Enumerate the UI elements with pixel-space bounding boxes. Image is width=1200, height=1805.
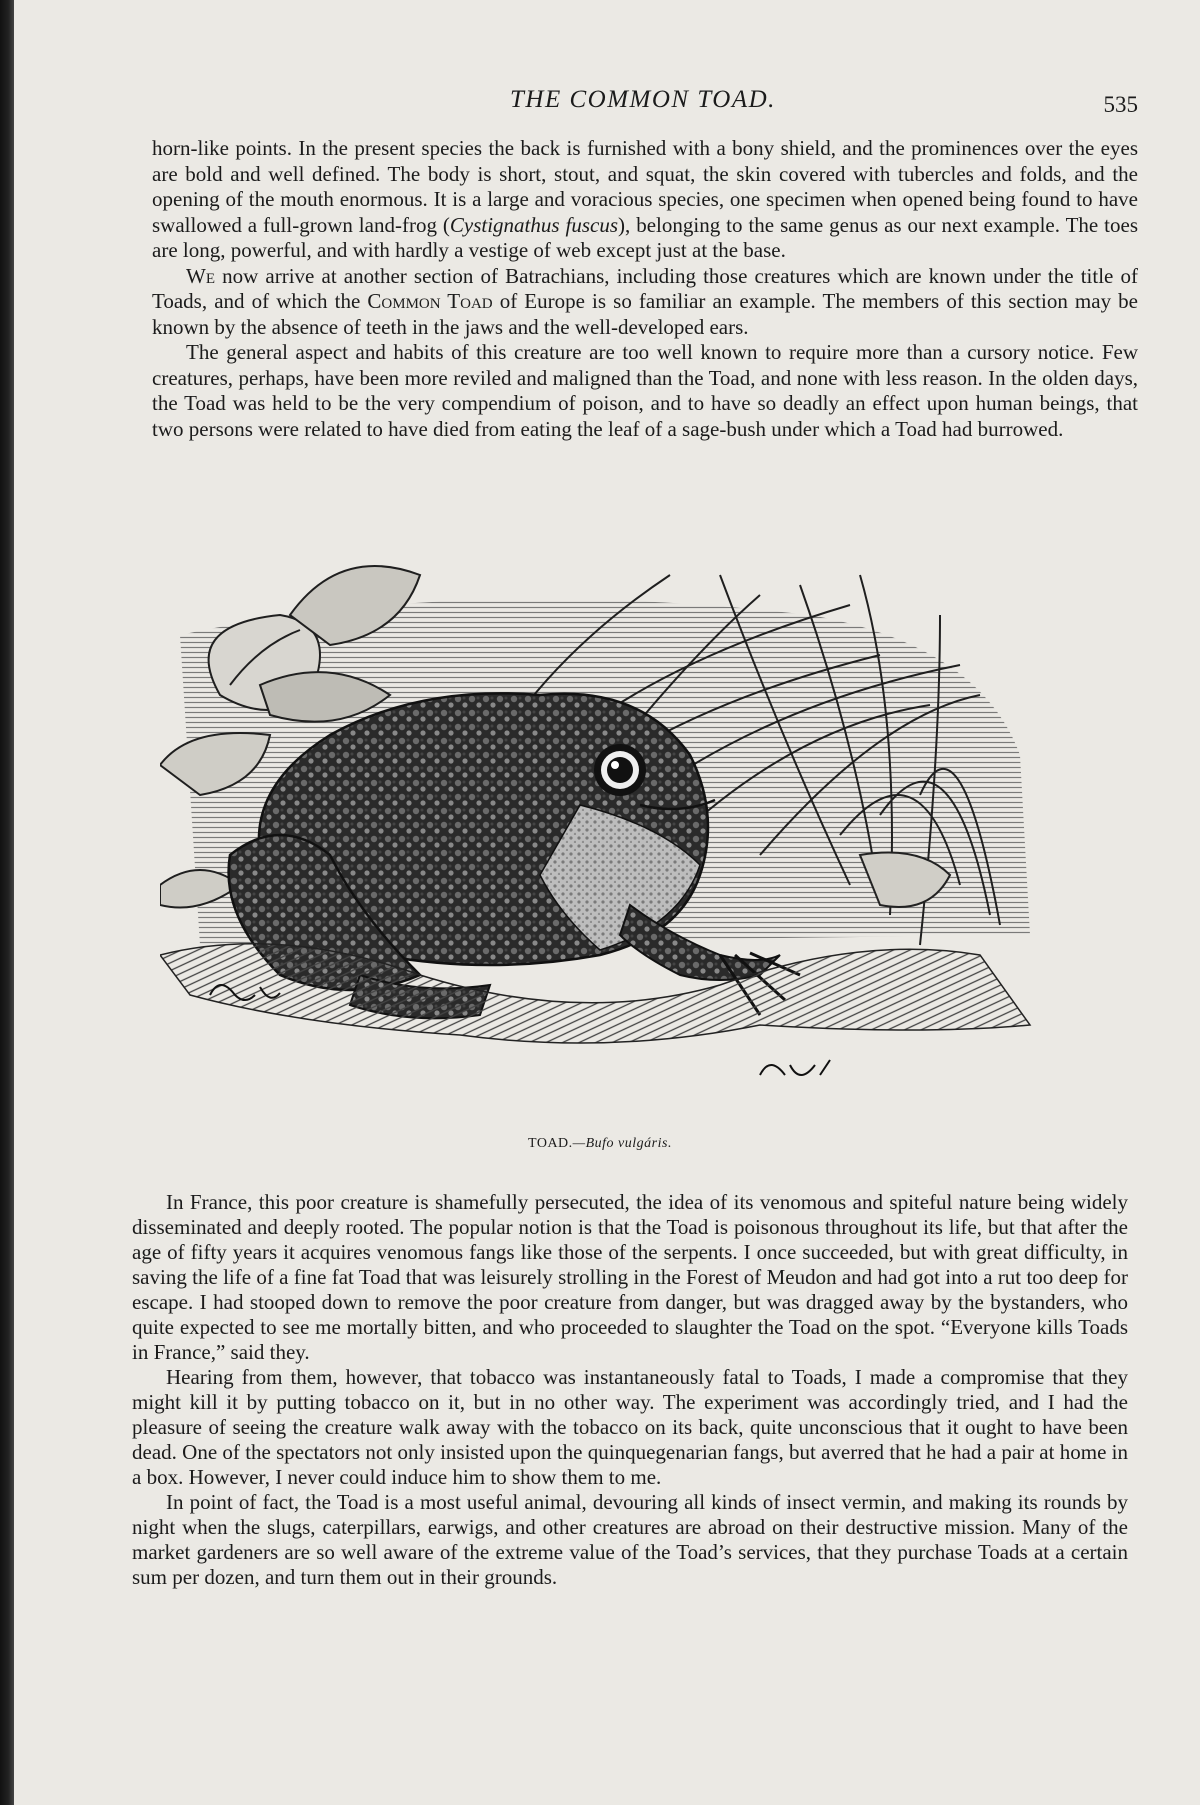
page-number: 535	[1103, 92, 1138, 117]
paragraph	[152, 340, 1138, 442]
paragraph	[152, 136, 1138, 264]
paragraph	[152, 264, 1138, 341]
bottom-text-block	[132, 1190, 1128, 1590]
small-caps-text: We	[186, 263, 215, 288]
paragraph	[132, 1190, 1128, 1365]
caption-title: TOAD.	[528, 1136, 573, 1151]
text-run: The general aspect and habits of this creature are too well known to require more than a cursory notice. Few creatures, perhaps, have been more reviled and maligned than the Toad, and none with less reason. In the olden days, the Toad was held to be the very compendium of poison, and to have so deadly an effect upon human beings, that two persons were related to have died from eating the leaf of a sage-bush under which a Toad had burrowed.	[152, 340, 1138, 441]
text-run: Hearing from them, however, that tobacco was instantaneously fatal to Toads, I made a compromise that they might kill it by putting tobacco on it, but in no other way. The experiment was accordingly tried, and I had the pleasure of seeing the creature walk away with the tobacco on its back, quite unconscious that it ought to have been dead. One of the spectators not only insisted upon the quinquegenarian fangs, but averred that he had a pair at home in a box. However, I never could induce him to show them to me.	[132, 1365, 1128, 1489]
figure-caption	[0, 1136, 1200, 1152]
text-run: now arrive at another section of Batrachians, including those creatures which are known under the title of Toads, and of which the	[152, 263, 1138, 313]
text-run: ), belonging to the same genus as our next example. The toes are long, powerful, and with hardly a vestige of web except just at the base.	[152, 212, 1138, 262]
page-binding-edge	[0, 0, 14, 1805]
small-caps-text: Common Toad	[367, 289, 493, 313]
paragraph	[132, 1365, 1128, 1490]
top-text-block	[152, 136, 1138, 442]
text-run: In France, this poor creature is shamefully persecuted, the idea of its venomous and spiteful nature being widely disseminated and deeply rooted. The popular notion is that the Toad is poisonous throughout its life, but that after the age of fifty years it acquires venomous fangs like those of the serpents. I once succeeded, but with great difficulty, in saving the life of a fine fat Toad that was leisurely strolling in the Forest of Meudon and had got into a rut too deep for escape. I had stooped down to remove the poor creature from danger, but was dragged away by the bystanders, who quite expected to see me mortally bitten, and who proceeded to slaughter the Toad on the spot. “Everyone kills Toads in France,” said they.	[132, 1190, 1128, 1364]
italic-text: Cystignathus fuscus	[449, 212, 619, 237]
text-run: of Europe is so familiar an example. The members of this section may be known by the absence of teeth in the jaws and the well-developed ears.	[152, 289, 1139, 339]
running-head: THE COMMON TOAD.	[510, 86, 776, 113]
caption-scientific-name: —Bufo vulgáris.	[572, 1136, 672, 1151]
page-header	[150, 86, 1140, 126]
toad-illustration	[160, 555, 1120, 1115]
text-run: horn-like points. In the present species the back is furnished with a bony shield, and the prominences over the eyes are bold and well defined. The body is short, stout, and squat, the skin covered with tubercles and folds, and the opening of the mouth enormous. It is a large and voracious species, one specimen when opened being found to have swallowed a full-grown land-frog (	[152, 136, 1138, 237]
paragraph	[132, 1490, 1128, 1590]
text-run: In point of fact, the Toad is a most useful animal, devouring all kinds of insect vermin, and making its rounds by night when the slugs, caterpillars, earwigs, and other creatures are abroad on their destructive mission. Many of the market gardeners are so well aware of the extreme value of the Toad’s services, that they purchase Toads at a certain sum per dozen, and turn them out in their grounds.	[132, 1490, 1128, 1589]
